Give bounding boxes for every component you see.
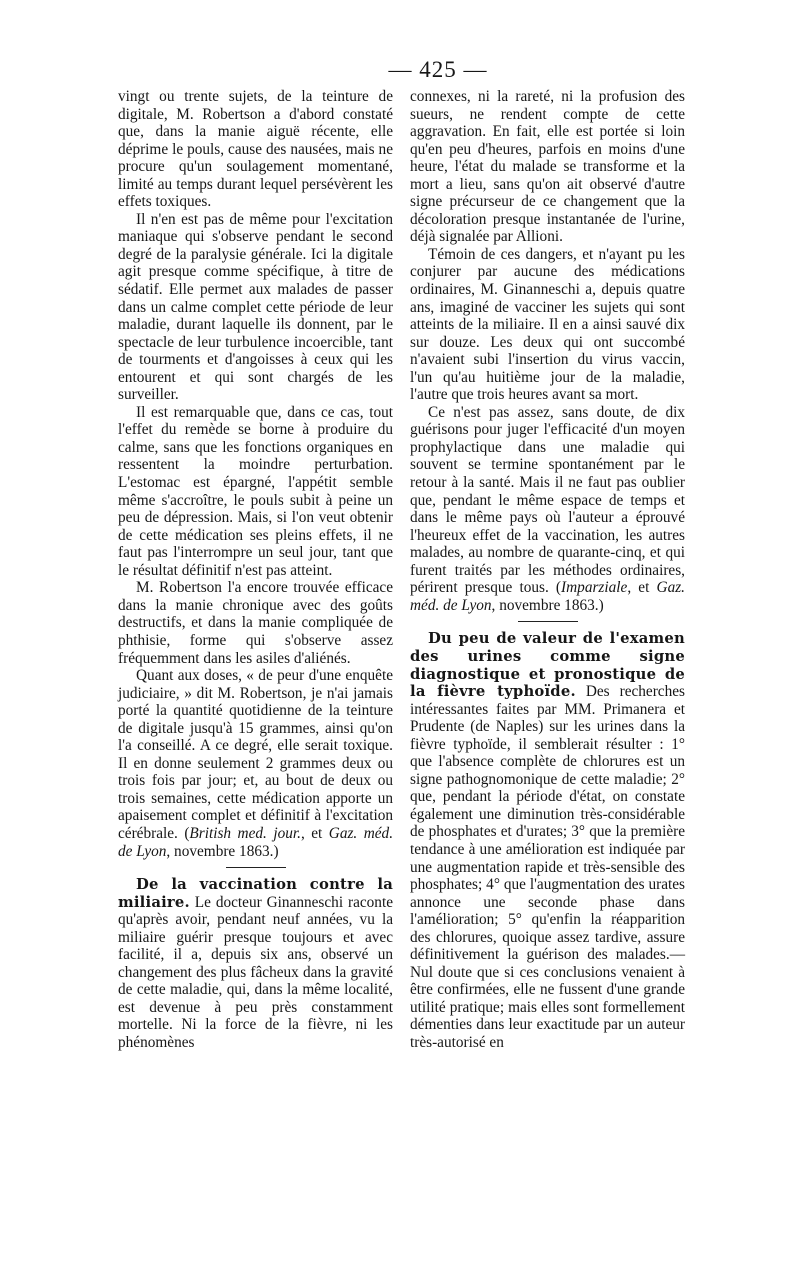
paragraph: M. Robertson l'a encore trouvée efficace dans la manie chronique avec des goûts destructifs, et dans la manie compliquée de phthisie, forme qui s'observe assez fréquemment dans les asiles d'aliénés.	[118, 579, 393, 667]
section-heading: De la vaccination contre la miliaire.	[118, 876, 393, 911]
left-column	[118, 88, 393, 1052]
section-divider	[226, 867, 286, 868]
section-paragraph	[410, 630, 685, 1051]
paragraph: Il est remarquable que, dans ce cas, tout l'effet du remède se borne à produire du calme, sans que les fonctions organiques en ressentent la moindre perturbation. L'estomac est épargné, l'appétit semble même s'accroître, le pouls subit à peine un peu de dépression. Mais, si l'on veut obtenir de cette médication ses pleins effets, il ne faut pas l'interrompre un seul jour, tant que le résultat définitif n'est pas atteint.	[118, 403, 393, 579]
citation-source: Gaz. méd. de Lyon	[118, 824, 394, 860]
paragraph	[118, 667, 393, 860]
paragraph	[410, 404, 685, 615]
citation-date: , novembre 1863.)	[491, 596, 604, 614]
paragraph-text: Des recherches intéressantes faites par MM. Primanera et Prudente (de Naples) sur les urines dans la fièvre typhoïde, il semblerait résulter : 1° que l'absence complète de chlorures est un signe pathognomonique de cette maladie; 2° que, pendant la période d'état, on constate également une diminution très-considérable de phosphates et d'urates; 3° que la première tendance à une amélioration est indiquée par une augmentation rapide et très-sensible des phosphates; 4° que l'augmentation des urates annonce une seconde phase dans l'amélioration; 5° qu'enfin la réapparition des chlorures, quoique assez tardive, assure définitivement la guérison des malades.— Nul doute que si ces conclusions venaient à être confirmées, elle ne fussent d'une grande utilité pratique; mais elles sont formellement démenties dans leur exactitude par un auteur très-autorisé en	[410, 683, 685, 1051]
right-column	[410, 88, 685, 1052]
section-divider	[518, 621, 578, 622]
citation-separator: , et	[627, 579, 657, 597]
citation-date: , novembre 1863.)	[166, 842, 279, 860]
section-heading: Du peu de valeur de l'examen des urines comme signe diagnostique et pronostique de la fièvre typhoïde.	[410, 630, 685, 701]
paragraph: vingt ou trente sujets, de la teinture de digitale, M. Robertson a d'abord constaté que, dans la manie aiguë récente, elle déprime le pouls, cause des nausées, mais ne procure qu'un soulagement momentané, limité au temps durant lequel persévèrent les effets toxiques.	[118, 88, 393, 211]
paragraph-text: Quant aux doses, « de peur d'une enquête judiciaire, » dit M. Robertson, je n'ai jamais porté la quantité quotidienne de la teinture de digitale jusqu'à 15 grammes, ainsi qu'on l'a conseillé. A ce degré, elle serait toxique. Il en donne seulement 2 grammes deux ou trois fois par jour; et, au bout de deux ou trois semaines, cette médication apporte un apaisement complet et définitif à l'excitation cérébrale. (	[118, 667, 393, 842]
paragraph: connexes, ni la rareté, ni la profusion des sueurs, ne rendent compte de cette aggravation. En fait, elle est portée si loin qu'en peu d'heures, parfois en moins d'une heure, l'état du malade se transforme et la mort a lieu, sans qu'on ait observé d'autre signe précurseur de ce changement que la décoloration presque instantanée de l'urine, déjà signalée par Allioni.	[410, 88, 685, 246]
section-paragraph	[118, 876, 393, 1051]
citation-source: Gaz. méd. de Lyon	[410, 579, 685, 614]
paragraph-text: Ce n'est pas assez, sans doute, de dix guérisons pour juger l'efficacité d'un moyen prophylactique dans une maladie qui souvent se termine spontanément par le retour à la santé. Mais il ne faut pas oublier que, pendant le même espace de temps et dans le même pays où l'auteur a éprouvé l'heureux effet de la vaccination, les autres malades, au nombre de quarante-cinq, et qui furent traités par les méthodes ordinaires, périrent presque tous. (	[410, 403, 685, 597]
citation-source: British med. jour.	[189, 824, 301, 842]
paragraph-text: Le docteur Ginanneschi raconte qu'après avoir, pendant neuf années, vu la miliaire guérir presque toujours et avec facilité, il a, depuis six ans, observé un changement des plus fâcheux dans la gravité de cette maladie, qui, dans la même localité, est devenue à peu près constamment mortelle. Ni la force de la fièvre, ni les phénomènes	[118, 893, 393, 1051]
citation-separator: , et	[300, 824, 329, 842]
paragraph: Témoin de ces dangers, et n'ayant pu les conjurer par aucune des médications ordinaires, M. Ginanneschi a, depuis quatre ans, imaginé de vacciner les sujets qui sont atteints de la miliaire. Il en a ainsi sauvé dix sur douze. Les deux qui ont succombé n'avaient subi l'insertion du virus vaccin, l'un qu'au huitième jour de la maladie, l'autre que trois heures avant sa mort.	[410, 245, 685, 404]
paragraph: Il n'en est pas de même pour l'excitation maniaque qui s'observe pendant le second degré de la paralysie générale. Ici la digitale agit presque comme spécifique, à titre de sédatif. Elle permet aux malades de passer dans un calme complet cette période de leur maladie, durant laquelle ils donnent, par le spectacle de leur turbulence incoercible, tant de tourments et d'angoisses à ceux qui les entourent et qui sont chargés de les surveiller.	[118, 210, 393, 404]
page-number: — 425 —	[388, 57, 488, 82]
citation-source: Imparziale	[561, 579, 628, 597]
